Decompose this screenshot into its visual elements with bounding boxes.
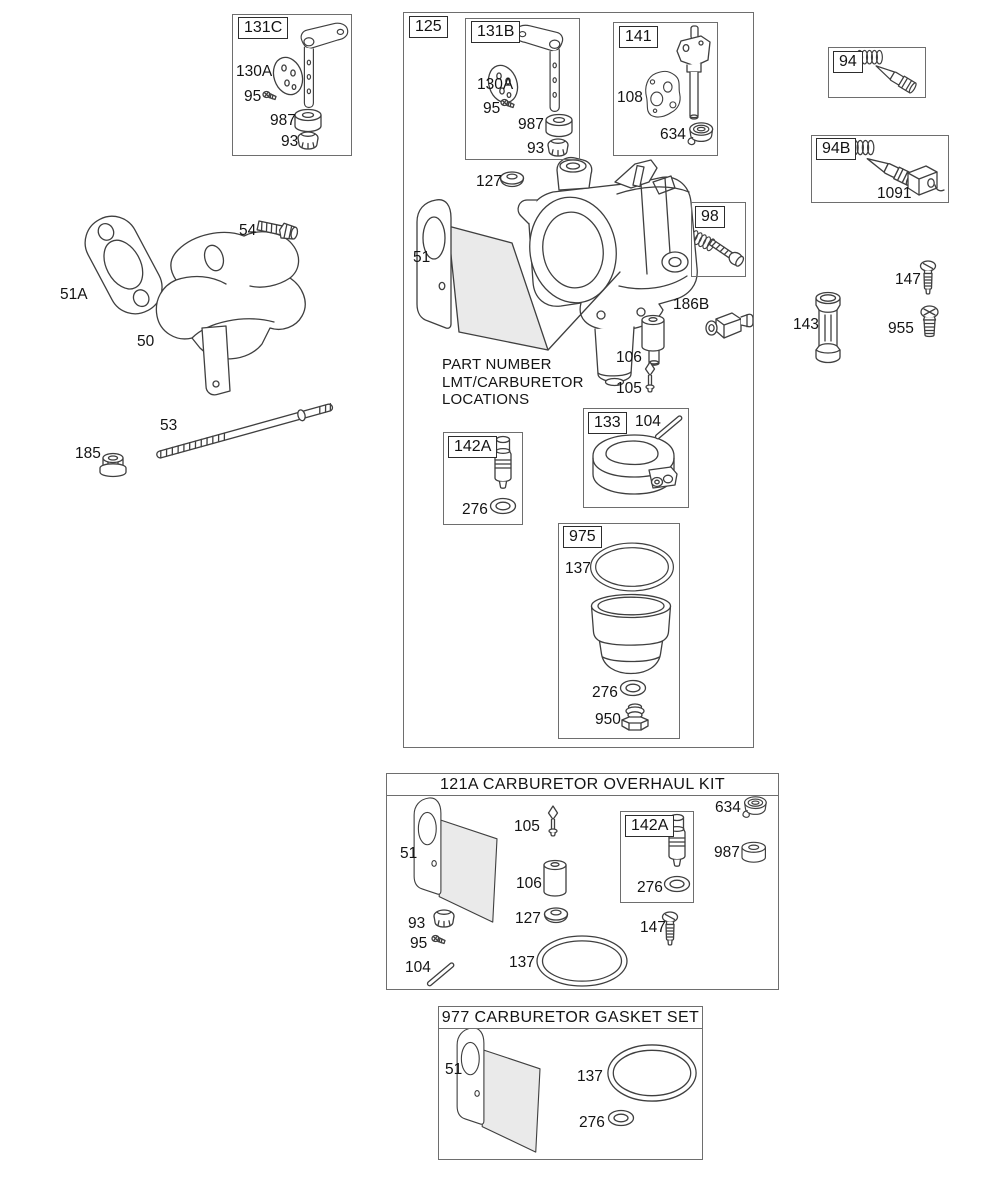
part-label-987-131B: 987 [518, 116, 544, 133]
part-label-147: 147 [895, 271, 921, 288]
group-box-977 [438, 1006, 703, 1160]
part-label-276-975: 276 [592, 684, 618, 701]
note-line-2: LMT/CARBURETOR [442, 373, 584, 391]
standpipe-drawing-143 [816, 293, 840, 363]
part-label-51-125: 51 [413, 249, 431, 266]
part-label-104-133: 104 [635, 413, 661, 430]
group-id-chip-133: 133 [588, 412, 627, 434]
part-label-51A: 51A [60, 286, 88, 303]
note-line-1: PART NUMBER [442, 356, 552, 373]
group-box-975 [558, 523, 680, 739]
part-label-93-131B: 93 [527, 140, 545, 157]
group-id-chip-131B: 131B [471, 21, 520, 43]
group-id-chip-98: 98 [695, 206, 725, 228]
flange-nut-drawing-185 [100, 454, 126, 477]
part-number-location-note [442, 356, 584, 409]
part-label-50: 50 [137, 333, 155, 350]
part-label-127-125: 127 [476, 173, 502, 190]
part-label-137-kit: 137 [509, 954, 535, 971]
part-label-93-kit: 93 [408, 915, 426, 932]
bowl-screw-drawing-147 [921, 261, 936, 294]
part-label-51-kit: 51 [400, 845, 418, 862]
part-label-105-kit: 105 [514, 818, 540, 835]
group-id-chip-975: 975 [563, 526, 602, 548]
idle-speed-screw-drawing-955 [921, 306, 938, 337]
part-label-106-125: 106 [616, 349, 642, 366]
part-label-137-975: 137 [565, 560, 591, 577]
part-label-950: 950 [595, 711, 621, 728]
part-label-634-141: 634 [660, 126, 686, 143]
part-label-143: 143 [793, 316, 819, 333]
group-id-chip-141: 141 [619, 26, 658, 48]
group-id-chip-142A: 142A [448, 436, 497, 458]
part-label-95-131B: 95 [483, 100, 501, 117]
part-label-54: 54 [239, 222, 257, 239]
part-label-137-set: 137 [577, 1068, 603, 1085]
part-label-95-kit: 95 [410, 935, 428, 952]
part-label-127-kit: 127 [515, 910, 541, 927]
part-label-147-kit: 147 [640, 919, 666, 936]
group-id-chip-94: 94 [833, 51, 863, 73]
note-line-3: LOCATIONS [442, 391, 530, 408]
part-label-51-set: 51 [445, 1061, 463, 1078]
part-label-276-142A: 276 [462, 501, 488, 518]
part-label-130A-131C: 130A [236, 63, 273, 80]
part-label-105-125: 105 [616, 380, 642, 397]
group-id-chip-94B: 94B [816, 138, 856, 160]
part-label-104-kit: 104 [405, 959, 431, 976]
part-label-634-kit: 634 [715, 799, 741, 816]
overhaul-kit-title: 121A CARBURETOR OVERHAUL KIT [387, 774, 778, 796]
intake-manifold-drawing [156, 232, 305, 395]
part-label-987-kit: 987 [714, 844, 740, 861]
part-label-95-131C: 95 [244, 88, 262, 105]
part-label-276-set: 276 [579, 1114, 605, 1131]
group-id-chip-125: 125 [409, 16, 448, 38]
gasket-set-title: 977 CARBURETOR GASKET SET [439, 1007, 702, 1029]
part-label-185: 185 [75, 445, 101, 462]
group-id-chip-131C: 131C [238, 17, 288, 39]
part-label-130A-131B: 130A [477, 76, 514, 93]
part-label-186B: 186B [673, 296, 710, 313]
part-label-53: 53 [160, 417, 178, 434]
part-label-987-131C: 987 [270, 112, 296, 129]
part-label-276-kit: 276 [637, 879, 663, 896]
part-label-108: 108 [617, 89, 643, 106]
carb-stud-drawing-53 [155, 401, 333, 460]
part-label-93-131C: 93 [281, 133, 299, 150]
group-id-chip-142A-kit: 142A [625, 815, 674, 837]
part-label-1091: 1091 [877, 185, 912, 202]
part-label-106-kit: 106 [516, 875, 542, 892]
part-label-955: 955 [888, 320, 914, 337]
